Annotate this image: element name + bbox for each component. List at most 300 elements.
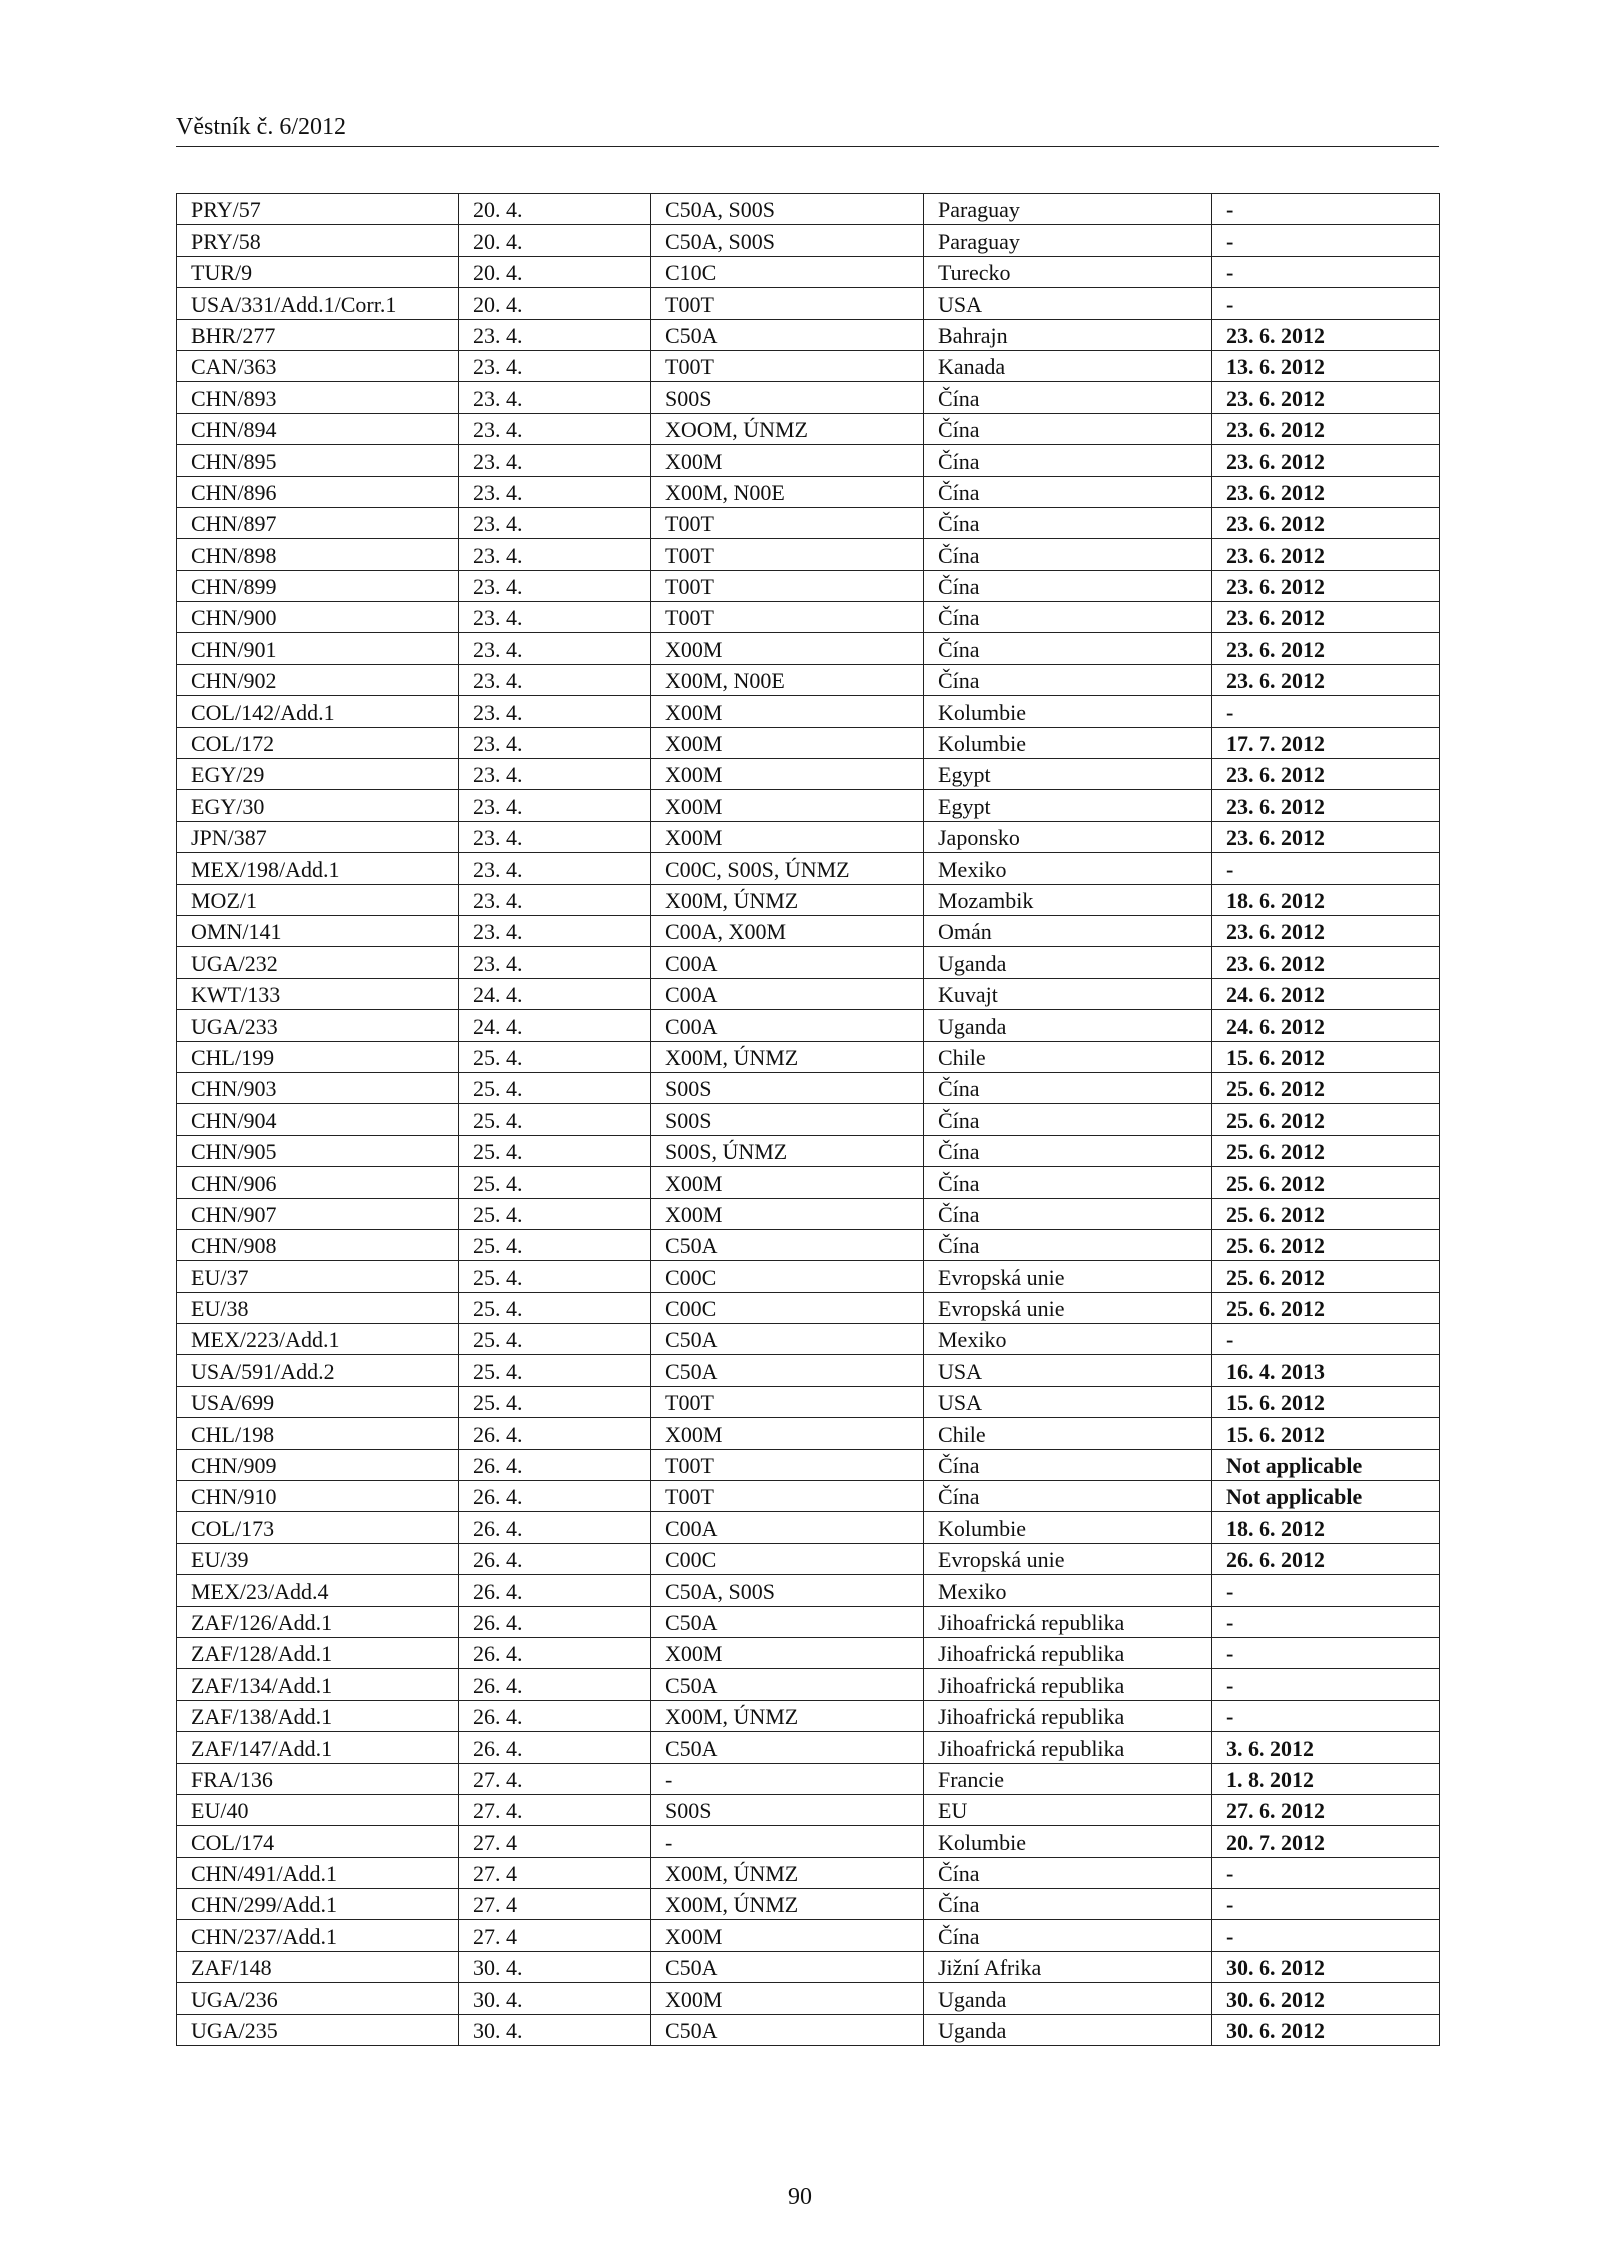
table-row: [177, 507, 1440, 538]
notification-date-cell: 23. 4.: [459, 570, 651, 601]
notification-date-cell: 23. 4.: [459, 947, 651, 978]
notification-id-cell: ZAF/126/Add.1: [177, 1606, 459, 1637]
notification-id-cell: EU/38: [177, 1292, 459, 1323]
country-cell: Evropská unie: [924, 1292, 1212, 1323]
notification-date-cell: 23. 4.: [459, 884, 651, 915]
category-cell: -: [651, 1826, 924, 1857]
country-cell: Kolumbie: [924, 696, 1212, 727]
notification-date-cell: 23. 4.: [459, 539, 651, 570]
country-cell: Egypt: [924, 790, 1212, 821]
table-row: [177, 1104, 1440, 1135]
category-cell: C00A, X00M: [651, 915, 924, 946]
notification-date-cell: 26. 4.: [459, 1606, 651, 1637]
deadline-cell: 27. 6. 2012: [1212, 1794, 1440, 1825]
table-row: [177, 413, 1440, 444]
notification-id-cell: ZAF/147/Add.1: [177, 1732, 459, 1763]
table-row: [177, 1418, 1440, 1449]
notification-id-cell: CHN/893: [177, 382, 459, 413]
notification-date-cell: 27. 4: [459, 1826, 651, 1857]
country-cell: Čína: [924, 1135, 1212, 1166]
category-cell: X00M: [651, 633, 924, 664]
table-row: [177, 256, 1440, 287]
table-row: [177, 1700, 1440, 1731]
notification-id-cell: USA/331/Add.1/Corr.1: [177, 288, 459, 319]
category-cell: C50A: [651, 1229, 924, 1260]
country-cell: Čína: [924, 1198, 1212, 1229]
table-row: [177, 1920, 1440, 1951]
notification-id-cell: OMN/141: [177, 915, 459, 946]
deadline-cell: 25. 6. 2012: [1212, 1104, 1440, 1135]
notification-date-cell: 25. 4.: [459, 1041, 651, 1072]
country-cell: Čína: [924, 1857, 1212, 1888]
notification-date-cell: 24. 4.: [459, 978, 651, 1009]
deadline-cell: 25. 6. 2012: [1212, 1072, 1440, 1103]
notification-id-cell: MOZ/1: [177, 884, 459, 915]
category-cell: T00T: [651, 507, 924, 538]
deadline-cell: 23. 6. 2012: [1212, 664, 1440, 695]
deadline-cell: 24. 6. 2012: [1212, 978, 1440, 1009]
deadline-cell: 23. 6. 2012: [1212, 821, 1440, 852]
table-row: [177, 1481, 1440, 1512]
notification-id-cell: CHN/896: [177, 476, 459, 507]
country-cell: Chile: [924, 1418, 1212, 1449]
category-cell: C50A, S00S: [651, 225, 924, 256]
category-cell: C50A: [651, 1732, 924, 1763]
deadline-cell: 26. 6. 2012: [1212, 1543, 1440, 1574]
table-row: [177, 947, 1440, 978]
country-cell: Čína: [924, 1229, 1212, 1260]
notification-date-cell: 30. 4.: [459, 2014, 651, 2045]
country-cell: EU: [924, 1794, 1212, 1825]
deadline-cell: 25. 6. 2012: [1212, 1167, 1440, 1198]
country-cell: Čína: [924, 1449, 1212, 1480]
table-row: [177, 790, 1440, 821]
notification-date-cell: 26. 4.: [459, 1732, 651, 1763]
country-cell: Jihoafrická republika: [924, 1700, 1212, 1731]
deadline-cell: -: [1212, 225, 1440, 256]
notification-date-cell: 27. 4: [459, 1920, 651, 1951]
category-cell: X00M: [651, 445, 924, 476]
notification-id-cell: UGA/232: [177, 947, 459, 978]
table-row: [177, 759, 1440, 790]
notification-date-cell: 23. 4.: [459, 664, 651, 695]
country-cell: Omán: [924, 915, 1212, 946]
notification-date-cell: 26. 4.: [459, 1481, 651, 1512]
deadline-cell: 3. 6. 2012: [1212, 1732, 1440, 1763]
country-cell: Čína: [924, 1920, 1212, 1951]
country-cell: Uganda: [924, 1010, 1212, 1041]
table-row: [177, 350, 1440, 381]
notification-date-cell: 23. 4.: [459, 413, 651, 444]
category-cell: C00C, S00S, ÚNMZ: [651, 853, 924, 884]
category-cell: T00T: [651, 288, 924, 319]
notification-id-cell: COL/172: [177, 727, 459, 758]
category-cell: S00S: [651, 1104, 924, 1135]
notification-id-cell: CHN/904: [177, 1104, 459, 1135]
table-row: [177, 1449, 1440, 1480]
deadline-cell: -: [1212, 1637, 1440, 1668]
notification-id-cell: CHN/909: [177, 1449, 459, 1480]
deadline-cell: Not applicable: [1212, 1449, 1440, 1480]
category-cell: C50A, S00S: [651, 1575, 924, 1606]
notification-date-cell: 23. 4.: [459, 350, 651, 381]
notification-date-cell: 26. 4.: [459, 1575, 651, 1606]
notification-date-cell: 26. 4.: [459, 1543, 651, 1574]
notification-id-cell: PRY/57: [177, 194, 459, 225]
category-cell: S00S: [651, 1072, 924, 1103]
table-row: [177, 1292, 1440, 1323]
notification-id-cell: JPN/387: [177, 821, 459, 852]
notification-id-cell: EGY/30: [177, 790, 459, 821]
category-cell: C00A: [651, 978, 924, 1009]
category-cell: T00T: [651, 602, 924, 633]
page-header: [176, 111, 1439, 147]
deadline-cell: 25. 6. 2012: [1212, 1135, 1440, 1166]
notification-id-cell: EU/40: [177, 1794, 459, 1825]
notification-date-cell: 23. 4.: [459, 382, 651, 413]
notification-date-cell: 25. 4.: [459, 1135, 651, 1166]
notification-date-cell: 23. 4.: [459, 696, 651, 727]
country-cell: Čína: [924, 1481, 1212, 1512]
table-row: [177, 727, 1440, 758]
deadline-cell: -: [1212, 256, 1440, 287]
deadline-cell: 17. 7. 2012: [1212, 727, 1440, 758]
deadline-cell: 23. 6. 2012: [1212, 476, 1440, 507]
notification-id-cell: CHN/299/Add.1: [177, 1889, 459, 1920]
table-row: [177, 1637, 1440, 1668]
notification-id-cell: CHN/902: [177, 664, 459, 695]
notification-date-cell: 23. 4.: [459, 445, 651, 476]
category-cell: S00S, ÚNMZ: [651, 1135, 924, 1166]
notification-id-cell: ZAF/148: [177, 1951, 459, 1982]
country-cell: Čína: [924, 507, 1212, 538]
notification-id-cell: CHN/899: [177, 570, 459, 601]
country-cell: Jihoafrická republika: [924, 1732, 1212, 1763]
category-cell: T00T: [651, 1481, 924, 1512]
deadline-cell: 23. 6. 2012: [1212, 413, 1440, 444]
notification-id-cell: FRA/136: [177, 1763, 459, 1794]
category-cell: C00C: [651, 1261, 924, 1292]
country-cell: Jižní Afrika: [924, 1951, 1212, 1982]
country-cell: Čína: [924, 633, 1212, 664]
deadline-cell: 23. 6. 2012: [1212, 445, 1440, 476]
category-cell: C00A: [651, 1010, 924, 1041]
country-cell: Kolumbie: [924, 1826, 1212, 1857]
table-row: [177, 1041, 1440, 1072]
notification-date-cell: 26. 4.: [459, 1700, 651, 1731]
country-cell: Evropská unie: [924, 1261, 1212, 1292]
notification-id-cell: CHN/906: [177, 1167, 459, 1198]
country-cell: Jihoafrická republika: [924, 1669, 1212, 1700]
category-cell: X00M, ÚNMZ: [651, 1889, 924, 1920]
notification-date-cell: 25. 4.: [459, 1355, 651, 1386]
notification-date-cell: 20. 4.: [459, 225, 651, 256]
country-cell: Kolumbie: [924, 727, 1212, 758]
notification-id-cell: CHN/237/Add.1: [177, 1920, 459, 1951]
notification-id-cell: EGY/29: [177, 759, 459, 790]
deadline-cell: 30. 6. 2012: [1212, 1951, 1440, 1982]
notification-date-cell: 23. 4.: [459, 727, 651, 758]
country-cell: Kanada: [924, 350, 1212, 381]
deadline-cell: 18. 6. 2012: [1212, 1512, 1440, 1543]
category-cell: C00C: [651, 1292, 924, 1323]
table-row: [177, 225, 1440, 256]
country-cell: Kuvajt: [924, 978, 1212, 1009]
table-row: [177, 1889, 1440, 1920]
category-cell: X00M: [651, 821, 924, 852]
notification-date-cell: 26. 4.: [459, 1637, 651, 1668]
notification-id-cell: MEX/223/Add.1: [177, 1324, 459, 1355]
deadline-cell: -: [1212, 696, 1440, 727]
notification-id-cell: EU/39: [177, 1543, 459, 1574]
deadline-cell: -: [1212, 1669, 1440, 1700]
notification-id-cell: EU/37: [177, 1261, 459, 1292]
table-row: [177, 1794, 1440, 1825]
category-cell: X00M: [651, 1637, 924, 1668]
country-cell: Chile: [924, 1041, 1212, 1072]
category-cell: C50A: [651, 1324, 924, 1355]
deadline-cell: -: [1212, 1324, 1440, 1355]
notifications-table: [176, 193, 1440, 2046]
table-row: [177, 1261, 1440, 1292]
notification-date-cell: 25. 4.: [459, 1386, 651, 1417]
country-cell: Čína: [924, 1104, 1212, 1135]
table-row: [177, 853, 1440, 884]
notification-date-cell: 26. 4.: [459, 1418, 651, 1449]
table-row: [177, 1983, 1440, 2014]
category-cell: X00M: [651, 1418, 924, 1449]
notification-date-cell: 23. 4.: [459, 602, 651, 633]
country-cell: Turecko: [924, 256, 1212, 287]
deadline-cell: -: [1212, 1700, 1440, 1731]
country-cell: Mexiko: [924, 1575, 1212, 1606]
table-row: [177, 319, 1440, 350]
deadline-cell: 15. 6. 2012: [1212, 1041, 1440, 1072]
table-row: [177, 476, 1440, 507]
table-row: [177, 1324, 1440, 1355]
category-cell: X00M, N00E: [651, 476, 924, 507]
category-cell: S00S: [651, 382, 924, 413]
country-cell: USA: [924, 1355, 1212, 1386]
country-cell: Čína: [924, 570, 1212, 601]
notification-date-cell: 23. 4.: [459, 476, 651, 507]
notification-id-cell: CHN/898: [177, 539, 459, 570]
country-cell: Mozambik: [924, 884, 1212, 915]
country-cell: Čína: [924, 1889, 1212, 1920]
country-cell: Čína: [924, 413, 1212, 444]
table-row: [177, 696, 1440, 727]
table-row: [177, 1669, 1440, 1700]
notification-id-cell: CAN/363: [177, 350, 459, 381]
deadline-cell: Not applicable: [1212, 1481, 1440, 1512]
table-row: [177, 539, 1440, 570]
deadline-cell: 23. 6. 2012: [1212, 915, 1440, 946]
notification-id-cell: CHN/907: [177, 1198, 459, 1229]
table-row: [177, 2014, 1440, 2045]
notification-id-cell: CHN/491/Add.1: [177, 1857, 459, 1888]
deadline-cell: 16. 4. 2013: [1212, 1355, 1440, 1386]
table-row: [177, 1010, 1440, 1041]
category-cell: T00T: [651, 1449, 924, 1480]
notification-id-cell: UGA/235: [177, 2014, 459, 2045]
notification-id-cell: PRY/58: [177, 225, 459, 256]
notification-date-cell: 23. 4.: [459, 821, 651, 852]
table-row: [177, 1229, 1440, 1260]
table-row: [177, 445, 1440, 476]
category-cell: C50A: [651, 319, 924, 350]
deadline-cell: 23. 6. 2012: [1212, 570, 1440, 601]
table-row: [177, 1072, 1440, 1103]
deadline-cell: 23. 6. 2012: [1212, 507, 1440, 538]
notification-id-cell: UGA/233: [177, 1010, 459, 1041]
category-cell: X00M: [651, 1983, 924, 2014]
category-cell: X00M: [651, 1920, 924, 1951]
notification-id-cell: CHN/905: [177, 1135, 459, 1166]
deadline-cell: 23. 6. 2012: [1212, 759, 1440, 790]
country-cell: Čína: [924, 1072, 1212, 1103]
table-row: [177, 1951, 1440, 1982]
country-cell: Paraguay: [924, 225, 1212, 256]
country-cell: Jihoafrická republika: [924, 1637, 1212, 1668]
deadline-cell: -: [1212, 194, 1440, 225]
country-cell: Uganda: [924, 947, 1212, 978]
notification-date-cell: 23. 4.: [459, 759, 651, 790]
table-row: [177, 1606, 1440, 1637]
category-cell: -: [651, 1763, 924, 1794]
deadline-cell: 18. 6. 2012: [1212, 884, 1440, 915]
category-cell: X00M, ÚNMZ: [651, 1700, 924, 1731]
table-row: [177, 821, 1440, 852]
category-cell: T00T: [651, 570, 924, 601]
category-cell: X00M: [651, 759, 924, 790]
country-cell: Mexiko: [924, 1324, 1212, 1355]
table-row: [177, 194, 1440, 225]
notification-id-cell: USA/699: [177, 1386, 459, 1417]
page-number: 90: [788, 2184, 812, 2210]
table-row: [177, 978, 1440, 1009]
deadline-cell: 15. 6. 2012: [1212, 1418, 1440, 1449]
table-row: [177, 1135, 1440, 1166]
table-body: [177, 194, 1440, 2046]
category-cell: X00M: [651, 727, 924, 758]
notification-id-cell: USA/591/Add.2: [177, 1355, 459, 1386]
notification-date-cell: 25. 4.: [459, 1072, 651, 1103]
country-cell: USA: [924, 1386, 1212, 1417]
notification-date-cell: 23. 4.: [459, 853, 651, 884]
category-cell: X00M: [651, 696, 924, 727]
header-title: Věstník č. 6/2012: [176, 114, 346, 140]
notification-id-cell: CHN/910: [177, 1481, 459, 1512]
notification-date-cell: 25. 4.: [459, 1167, 651, 1198]
table-row: [177, 602, 1440, 633]
table-row: [177, 1543, 1440, 1574]
notification-id-cell: CHN/894: [177, 413, 459, 444]
notification-date-cell: 26. 4.: [459, 1669, 651, 1700]
table-row: [177, 884, 1440, 915]
category-cell: C00A: [651, 1512, 924, 1543]
deadline-cell: 25. 6. 2012: [1212, 1198, 1440, 1229]
category-cell: XOOM, ÚNMZ: [651, 413, 924, 444]
deadline-cell: 1. 8. 2012: [1212, 1763, 1440, 1794]
table-row: [177, 1575, 1440, 1606]
deadline-cell: 23. 6. 2012: [1212, 319, 1440, 350]
notification-id-cell: COL/174: [177, 1826, 459, 1857]
category-cell: C50A, S00S: [651, 194, 924, 225]
notification-date-cell: 30. 4.: [459, 1951, 651, 1982]
country-cell: Mexiko: [924, 853, 1212, 884]
table-row: [177, 1763, 1440, 1794]
notification-id-cell: COL/173: [177, 1512, 459, 1543]
deadline-cell: -: [1212, 853, 1440, 884]
notification-id-cell: CHL/199: [177, 1041, 459, 1072]
country-cell: Jihoafrická republika: [924, 1606, 1212, 1637]
country-cell: Evropská unie: [924, 1543, 1212, 1574]
table-row: [177, 288, 1440, 319]
deadline-cell: -: [1212, 1920, 1440, 1951]
country-cell: Japonsko: [924, 821, 1212, 852]
table-row: [177, 1355, 1440, 1386]
notification-date-cell: 23. 4.: [459, 915, 651, 946]
country-cell: Čína: [924, 1167, 1212, 1198]
category-cell: X00M, ÚNMZ: [651, 1857, 924, 1888]
deadline-cell: 23. 6. 2012: [1212, 382, 1440, 413]
table-row: [177, 382, 1440, 413]
country-cell: Čína: [924, 664, 1212, 695]
category-cell: C50A: [651, 1669, 924, 1700]
notification-date-cell: 26. 4.: [459, 1512, 651, 1543]
country-cell: Čína: [924, 476, 1212, 507]
notification-date-cell: 27. 4.: [459, 1794, 651, 1825]
deadline-cell: 23. 6. 2012: [1212, 947, 1440, 978]
notification-date-cell: 20. 4.: [459, 288, 651, 319]
deadline-cell: 20. 7. 2012: [1212, 1826, 1440, 1857]
category-cell: C50A: [651, 1951, 924, 1982]
category-cell: C00C: [651, 1543, 924, 1574]
deadline-cell: 25. 6. 2012: [1212, 1261, 1440, 1292]
notification-id-cell: CHN/908: [177, 1229, 459, 1260]
notification-date-cell: 23. 4.: [459, 790, 651, 821]
table-row: [177, 664, 1440, 695]
notification-id-cell: CHN/903: [177, 1072, 459, 1103]
notification-date-cell: 30. 4.: [459, 1983, 651, 2014]
notification-date-cell: 25. 4.: [459, 1104, 651, 1135]
category-cell: X00M: [651, 790, 924, 821]
country-cell: USA: [924, 288, 1212, 319]
notification-id-cell: CHN/900: [177, 602, 459, 633]
deadline-cell: 24. 6. 2012: [1212, 1010, 1440, 1041]
category-cell: S00S: [651, 1794, 924, 1825]
notification-id-cell: KWT/133: [177, 978, 459, 1009]
deadline-cell: 13. 6. 2012: [1212, 350, 1440, 381]
notification-date-cell: 27. 4: [459, 1889, 651, 1920]
notification-id-cell: MEX/23/Add.4: [177, 1575, 459, 1606]
notification-date-cell: 25. 4.: [459, 1324, 651, 1355]
deadline-cell: -: [1212, 1606, 1440, 1637]
table-row: [177, 570, 1440, 601]
notification-date-cell: 25. 4.: [459, 1229, 651, 1260]
notification-id-cell: CHN/897: [177, 507, 459, 538]
deadline-cell: 30. 6. 2012: [1212, 1983, 1440, 2014]
category-cell: T00T: [651, 539, 924, 570]
notification-date-cell: 27. 4: [459, 1857, 651, 1888]
category-cell: T00T: [651, 350, 924, 381]
category-cell: C50A: [651, 1606, 924, 1637]
country-cell: Uganda: [924, 1983, 1212, 2014]
notification-id-cell: TUR/9: [177, 256, 459, 287]
country-cell: Čína: [924, 382, 1212, 413]
table-row: [177, 1198, 1440, 1229]
notification-id-cell: UGA/236: [177, 1983, 459, 2014]
